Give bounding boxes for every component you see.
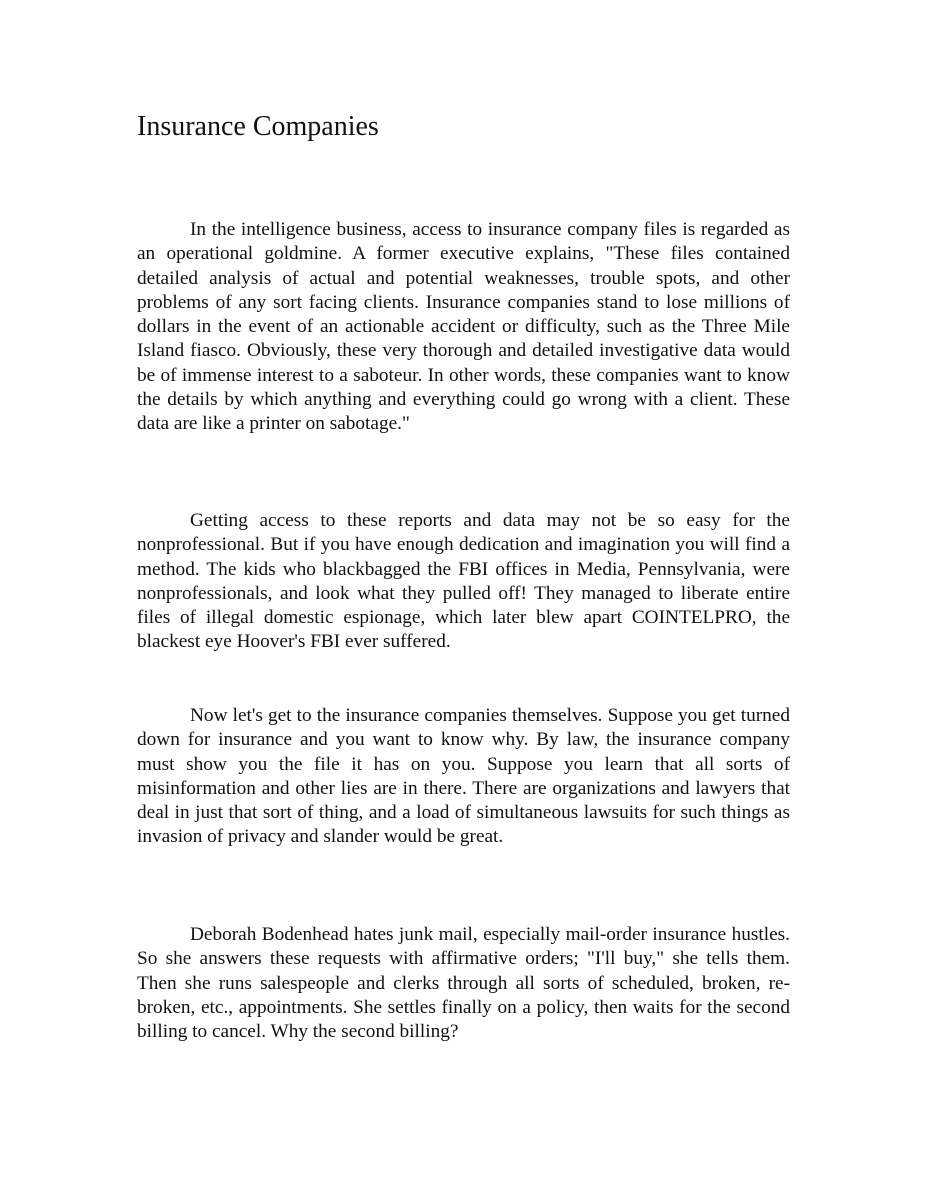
paragraph-insurance-companies-themselves: Now let's get to the insurance companies themselves. Suppose you get turned down for insurance and you want to know why. By law, the insurance company must show you the file it has on you. Suppose you learn that all sorts of misinformation and other lies are in there. There are organizations and lawyers that deal in just that sort of thing, and a load of simultaneous lawsuits for such things as invasion of privacy and slander would be great. <box>137 705 790 848</box>
paragraph-intelligence-business: In the intelligence business, access to insurance company files is regarded as an operational goldmine. A former executive explains, "These files contained detailed analysis of actual and potential weaknesses, trouble spots, and other problems of any sort facing clients. Insurance companies stand to lose millions of dollars in the event of an actionable accident or difficulty, such as the Three Mile Island fiasco. Obviously, these very thorough and detailed investigative data would be of immense interest to a saboteur. In other words, these companies want to know the details by which anything and everything could go wrong with a client. These data are like a printer on sabotage." <box>137 219 790 435</box>
paragraph-deborah-bodenhead: Deborah Bodenhead hates junk mail, especially mail-order insurance hustles. So she answers these requests with affirmative orders; "I'll buy," she tells them. Then she runs salespeople and clerks through all sorts of scheduled, broken, re-broken, etc., appointments. She settles finally on a policy, then waits for the second billing to cancel. Why the second billing? <box>137 924 790 1043</box>
paragraph-getting-access: Getting access to these reports and data may not be so easy for the nonprofessional. But if you have enough dedication and imagination you will find a method. The kids who blackbagged the FBI offices in Media, Pennsylvania, were nonprofessionals, and look what they pulled off! They managed to liberate entire files of illegal domestic espionage, which later blew apart COINTELPRO, the blackest eye Hoover's FBI ever suffered. <box>137 510 790 653</box>
page-title: Insurance Companies <box>137 111 379 142</box>
